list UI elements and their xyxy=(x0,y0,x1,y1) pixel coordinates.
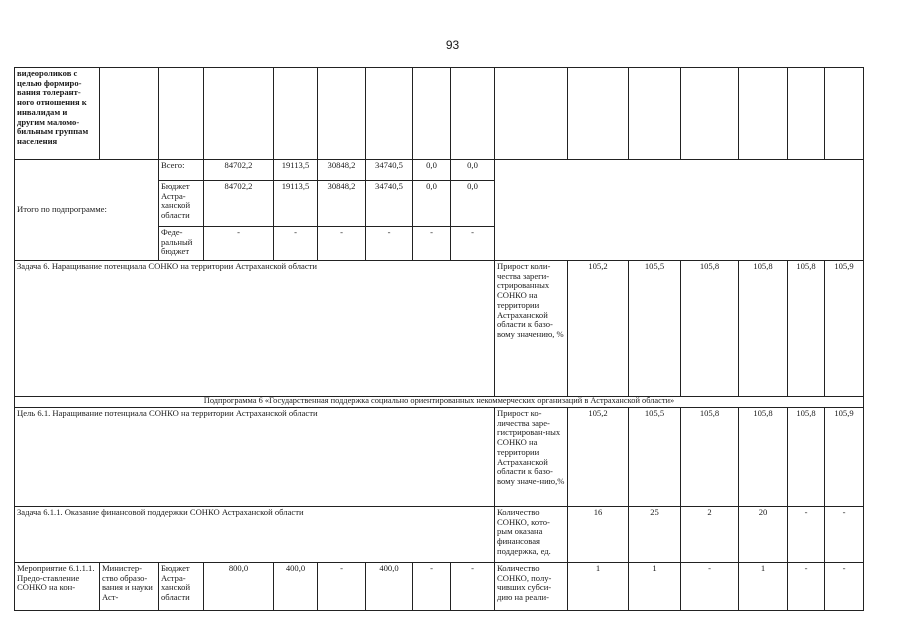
subprogram-6-title: Подпрограмма 6 «Государственная поддержка социально ориентированных некоммерческих организаций в Астраханской области» xyxy=(15,397,864,408)
value-cell xyxy=(825,68,864,160)
value-cell xyxy=(739,68,788,160)
indicator-value: 105,5 xyxy=(629,261,681,397)
goal-6-1-indicator: Прирост ко-личества заре-гистрирован-ных СОНКО на территории Астраханской области к базо-вому значе-нию,% xyxy=(495,408,568,507)
finance-value: 0,0 xyxy=(413,160,451,181)
finance-value: 400,0 xyxy=(366,563,413,611)
measure-6-1-1-1-indicator: Количество СОНКО, полу-чивших субси-дию на реали- xyxy=(495,563,568,611)
indicator-value: - xyxy=(788,563,825,611)
source-cell: Всего: xyxy=(159,160,204,181)
finance-value: 34740,5 xyxy=(366,160,413,181)
finance-cell xyxy=(274,68,318,160)
indicator-value: 105,5 xyxy=(629,408,681,507)
table-row xyxy=(15,160,864,181)
empty-indicator-block xyxy=(495,160,864,261)
indicator-value: 2 xyxy=(681,507,739,563)
finance-value: 84702,2 xyxy=(204,160,274,181)
indicator-value: 105,8 xyxy=(788,408,825,507)
value-cell xyxy=(629,68,681,160)
indicator-value: 105,9 xyxy=(825,261,864,397)
indicator-value: 1 xyxy=(568,563,629,611)
goal-6-1-text: Цель 6.1. Наращивание потенциала СОНКО на территории Астраханской области xyxy=(15,408,495,507)
source-cell xyxy=(159,68,204,160)
finance-cell xyxy=(413,68,451,160)
task-6-1-1-text: Задача 6.1.1. Оказание финансовой поддержки СОНКО Астраханской области xyxy=(15,507,495,563)
finance-cell xyxy=(366,68,413,160)
finance-value: - xyxy=(451,563,495,611)
finance-value: - xyxy=(318,563,366,611)
finance-value: 0,0 xyxy=(451,160,495,181)
indicator-value: - xyxy=(681,563,739,611)
finance-value: 0,0 xyxy=(413,181,451,227)
finance-value: 30848,2 xyxy=(318,181,366,227)
task-6-1-1-indicator: Количество СОНКО, кото-рым оказана финансовая поддержка, ед. xyxy=(495,507,568,563)
executor-cell xyxy=(100,68,159,160)
finance-value: 0,0 xyxy=(451,181,495,227)
value-cell xyxy=(681,68,739,160)
indicator-value: 105,8 xyxy=(739,261,788,397)
finance-value: 34740,5 xyxy=(366,181,413,227)
table-row xyxy=(15,261,864,397)
finance-value: 400,0 xyxy=(274,563,318,611)
indicator-value: 1 xyxy=(629,563,681,611)
program-table xyxy=(14,67,864,611)
measure-6-1-1-1-name: Мероприятие 6.1.1.1. Предо-ставление СОНКО на кон- xyxy=(15,563,100,611)
finance-value: - xyxy=(413,563,451,611)
indicator-value: 105,8 xyxy=(788,261,825,397)
indicator-value: - xyxy=(788,507,825,563)
indicator-value: 105,2 xyxy=(568,261,629,397)
indicator-cell xyxy=(495,68,568,160)
source-cell: Бюджет Астра-ханской области xyxy=(159,181,204,227)
task-6-text: Задача 6. Наращивание потенциала СОНКО на территории Астраханской области xyxy=(15,261,495,397)
indicator-value: 105,8 xyxy=(739,408,788,507)
indicator-value: - xyxy=(825,563,864,611)
indicator-value: 16 xyxy=(568,507,629,563)
indicator-value: 20 xyxy=(739,507,788,563)
indicator-value: 105,8 xyxy=(681,261,739,397)
source-cell: Феде-ральный бюджет xyxy=(159,227,204,261)
measure-6-1-1-1-source: Бюджет Астра-ханской области xyxy=(159,563,204,611)
finance-cell xyxy=(204,68,274,160)
finance-value: - xyxy=(274,227,318,261)
table-row xyxy=(15,68,864,160)
value-cell xyxy=(788,68,825,160)
indicator-value: 1 xyxy=(739,563,788,611)
finance-value: - xyxy=(204,227,274,261)
measure-6-1-1-1-executor: Министер-ство образо-вания и науки Аст- xyxy=(100,563,159,611)
finance-value: 800,0 xyxy=(204,563,274,611)
finance-cell xyxy=(318,68,366,160)
value-cell xyxy=(568,68,629,160)
finance-value: - xyxy=(318,227,366,261)
indicator-value: 105,2 xyxy=(568,408,629,507)
finance-value: - xyxy=(451,227,495,261)
indicator-value: - xyxy=(825,507,864,563)
page-number: 93 xyxy=(445,38,460,52)
indicator-value: 105,8 xyxy=(681,408,739,507)
finance-value: 19113,5 xyxy=(274,181,318,227)
totals-label xyxy=(15,160,159,261)
finance-value: - xyxy=(413,227,451,261)
finance-cell xyxy=(451,68,495,160)
finance-value: - xyxy=(366,227,413,261)
table-row xyxy=(15,507,864,563)
totals-label-text: Итого по подпрограмме: xyxy=(17,204,107,215)
measure-description: видеороликов с целью формиро-вания толерант-ного отношения к инвалидам и другим маломо-бильным группам населения xyxy=(15,68,100,160)
table-row xyxy=(15,563,864,611)
table-row xyxy=(15,397,864,408)
indicator-value: 25 xyxy=(629,507,681,563)
task-6-indicator: Прирост коли-чества зареги-стрированных СОНКО на территории Астраханской области к базо-вому значению, % xyxy=(495,261,568,397)
table-row xyxy=(15,408,864,507)
finance-value: 84702,2 xyxy=(204,181,274,227)
indicator-value: 105,9 xyxy=(825,408,864,507)
finance-value: 30848,2 xyxy=(318,160,366,181)
finance-value: 19113,5 xyxy=(274,160,318,181)
